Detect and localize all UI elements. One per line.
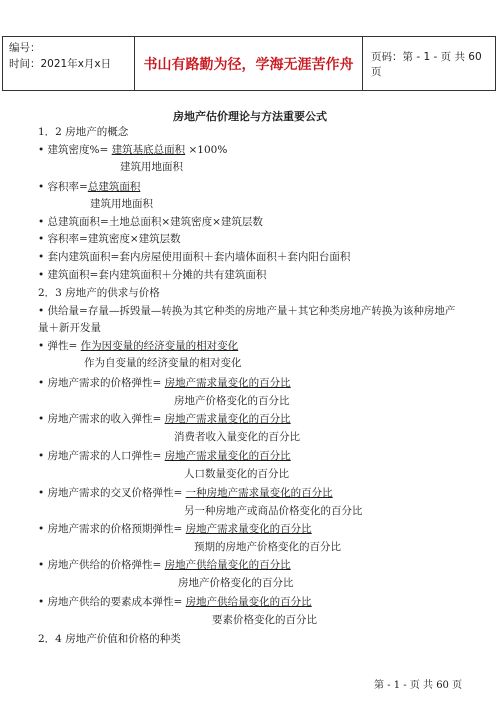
- formula-supply-price: [38, 558, 291, 572]
- formula-suite-area: • 套内建筑面积=套内房屋使用面积＋套内墙体面积＋套内阳台面积: [38, 251, 351, 263]
- formula-numerator: 房地产需求量变化的百分比: [164, 413, 291, 425]
- section-heading: 2．4 房地产价值和价格的种类: [38, 633, 181, 645]
- formula-supply: • 供给量=存量—拆毁量—转换为其它种类的房地产量＋其它种类房地产转换为该种房地产: [38, 305, 456, 317]
- formula-supply-cont: 量＋新开发量: [38, 322, 101, 334]
- formula-denominator: 消费者收入量变化的百分比: [174, 431, 300, 443]
- formula-total-area: • 总建筑面积=土地总面积×建筑密度×建筑层数: [38, 216, 263, 228]
- formula-denominator: 房地产价格变化的百分比: [174, 395, 290, 407]
- formula-elasticity: [38, 339, 238, 353]
- formula-denominator: 人口数量变化的百分比: [184, 468, 289, 480]
- formula-denominator: 另一种房地产或商品价格变化的百分比: [184, 505, 363, 517]
- formula-demand-price: [38, 376, 291, 390]
- page-footer: 第 - 1 - 页 共 60 页: [374, 680, 463, 691]
- formula-label: • 房地产需求的交叉价格弹性=: [38, 487, 186, 499]
- formula-demand-expectation: [38, 522, 312, 536]
- formula-numerator: 作为因变量的经济变量的相对变化: [80, 340, 239, 352]
- formula-numerator: 总建筑面积: [87, 181, 141, 193]
- formula-label: • 房地产需求的价格弹性=: [38, 377, 165, 389]
- formula-denominator: 建筑用地面积: [90, 198, 153, 210]
- formula-far-alt: • 容积率=建筑密度×建筑层数: [38, 233, 181, 245]
- formula-label: • 房地产需求的人口弹性=: [38, 450, 165, 462]
- section-heading: 1．2 房地产的概念: [38, 126, 129, 138]
- formula-label: • 房地产需求的收入弹性=: [38, 413, 165, 425]
- formula-supply-cost: [38, 595, 312, 609]
- formula-numerator: 一种房地产需求量变化的百分比: [185, 487, 333, 499]
- section-heading: 2．3 房地产的供求与价格: [38, 287, 160, 299]
- header-meta-cell: [3, 37, 135, 90]
- formula-label: • 建筑密度%=: [38, 144, 112, 156]
- formula-far: [38, 180, 140, 194]
- formula-denominator: 房地产价格变化的百分比: [178, 577, 294, 589]
- page-info: 页码：第 - 1 - 页 共 60 页: [371, 50, 482, 78]
- formula-numerator: 房地产需求量变化的百分比: [164, 450, 291, 462]
- number-label: 编号：: [9, 42, 41, 54]
- formula-numerator: 房地产需求量变化的百分比: [185, 523, 312, 535]
- formula-numerator: 房地产需求量变化的百分比: [164, 377, 291, 389]
- formula-denominator: 预期的房地产价格变化的百分比: [194, 541, 341, 553]
- document-title: 房地产估价理论与方法重要公式: [173, 110, 327, 123]
- formula-building-density: [38, 143, 227, 157]
- formula-label: • 房地产供给的价格弹性=: [38, 559, 165, 571]
- formula-denominator: 要素价格变化的百分比: [212, 614, 317, 626]
- formula-building-area: • 建筑面积=套内建筑面积＋分摊的共有建筑面积: [38, 269, 267, 281]
- formula-demand-income: [38, 412, 291, 426]
- formula-numerator: 房地产供给量变化的百分比: [164, 559, 291, 571]
- slogan: 书山有路勤为径，学海无涯苦作舟: [135, 37, 363, 90]
- time-label: 时间：2021年x月x日: [9, 58, 112, 70]
- formula-denominator: 作为自变量的经济变量的相对变化: [84, 357, 242, 369]
- formula-label: • 容积率=: [38, 181, 88, 193]
- formula-numerator: 房地产供给量变化的百分比: [185, 596, 312, 608]
- formula-label: • 弹性=: [38, 340, 81, 352]
- formula-demand-cross: [38, 486, 333, 500]
- formula-label: • 房地产需求的价格预期弹性=: [38, 523, 186, 535]
- formula-demand-population: [38, 449, 291, 463]
- formula-denominator: 建筑用地面积: [120, 161, 183, 173]
- formula-tail: ×100%: [185, 144, 228, 156]
- header-table: [2, 36, 496, 91]
- formula-label: • 房地产供给的要素成本弹性=: [38, 596, 186, 608]
- formula-numerator: 建筑基底总面积: [111, 144, 186, 156]
